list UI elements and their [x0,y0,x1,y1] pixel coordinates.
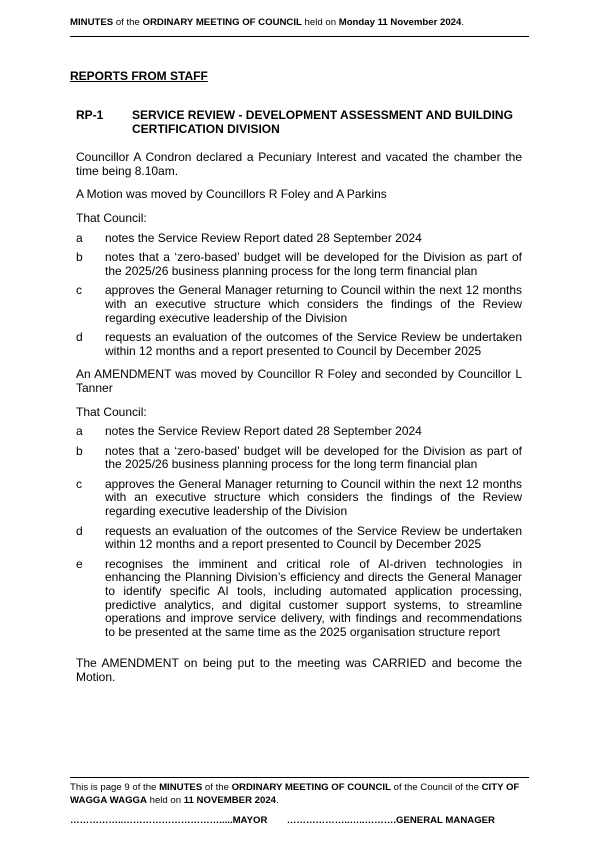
header-text: held on [301,17,339,28]
list-item [76,558,522,640]
page-footer [70,777,529,807]
signature-lines [70,815,529,826]
footer-text: held on [146,794,184,806]
list-item [76,525,522,552]
list-letter: e [76,556,83,571]
section-title: REPORTS FROM STAFF [70,69,208,83]
report-title: SERVICE REVIEW - DEVELOPMENT ASSESSMENT AND BUILDING CERTIFICATION DIVISION [132,108,513,136]
list-text: approves the General Manager returning to Council within the next 12 months with an executive structure which considers the findings of the Review regarding executive leadership of the Division [105,476,522,519]
header-minutes: MINUTES [70,17,114,28]
carried-paragraph: The AMENDMENT on being put to the meeting was CARRIED and become the Motion. [76,656,522,684]
list-text: notes the Service Review Report dated 28 September 2024 [105,424,422,439]
report-content [76,109,522,695]
mayor-signature-line: ……………..………………………….....MAYOR [70,815,268,826]
list-item [76,232,522,246]
footer-text: This is page 9 of the [70,782,160,793]
motion-paragraph: A Motion was moved by Councillors R Foley and A Parkins [76,187,387,202]
header-text: of the [113,17,143,28]
footer-meeting: ORDINARY MEETING OF COUNCIL [231,782,391,793]
report-heading [76,109,522,136]
page-header [70,17,529,37]
footer-date: 11 NOVEMBER 2024 [183,794,277,806]
that-council-label: That Council: [76,210,147,225]
amendment-list [76,425,522,639]
list-letter: a [76,424,83,439]
footer-text: of the [202,782,232,793]
list-text: recognises the imminent and critical role of AI-driven technologies in enhancing the Planning Division’s efficiency and directs the General Manager to identify specific AI tools, including automated application processing, predictive analytics, and digital customer support systems, to streamline operations and improve service delivery, with findings and recommendations to be presented at the same time as the 2025 organisation structure report [105,556,522,639]
footer-city: CITY OF WAGGA WAGGA [70,782,520,806]
list-letter: a [76,230,83,245]
list-text: approves the General Manager returning to Council within the next 12 months with an executive structure which considers the findings of the Review regarding executive leadership of the Division [105,283,522,325]
list-text: requests an evaluation of the outcomes of the Service Review be undertaken within 12 months and a report presented to Council by December 2025 [105,523,522,552]
amendment-paragraph: An AMENDMENT was moved by Councillor R Foley and seconded by Councillor L Tanner [76,367,522,395]
footer-minutes: MINUTES [159,782,203,793]
list-item [76,331,522,358]
header-text: . [461,17,465,28]
list-letter: c [76,476,82,491]
list-item [76,425,522,439]
motion-list [76,232,522,359]
list-letter: d [76,523,83,538]
list-text: notes that a ‘zero-based’ budget will be developed for the Division as part of the 2025/26 business planning process for the long term financial plan [105,443,522,472]
list-text: notes that a ‘zero-based’ budget will be developed for the Division as part of the 2025/26 business planning process for the long term financial plan [105,250,522,278]
list-text: notes the Service Review Report dated 28 September 2024 [105,230,422,245]
list-letter: b [76,250,83,265]
list-text: requests an evaluation of the outcomes of the Service Review be undertaken within 12 months and a report presented to Council by December 2025 [105,330,522,358]
list-item [76,445,522,472]
footer-text: of the Council of the [390,782,482,793]
that-council-label: That Council: [76,404,147,419]
general-manager-signature-line: ………………..…..……….GENERAL MANAGER [286,815,495,826]
list-item [76,284,522,325]
list-item [76,478,522,519]
list-letter: b [76,443,83,458]
header-meeting: ORDINARY MEETING OF COUNCIL [142,17,302,28]
header-date: Monday 11 November 2024 [338,17,462,28]
list-letter: c [76,283,82,298]
interest-paragraph: Councillor A Condron declared a Pecuniary Interest and vacated the chamber the time being 8.10am. [76,150,522,178]
list-letter: d [76,330,83,345]
list-item [76,251,522,278]
footer-text: . [276,794,279,806]
report-number: RP-1 [76,108,104,122]
